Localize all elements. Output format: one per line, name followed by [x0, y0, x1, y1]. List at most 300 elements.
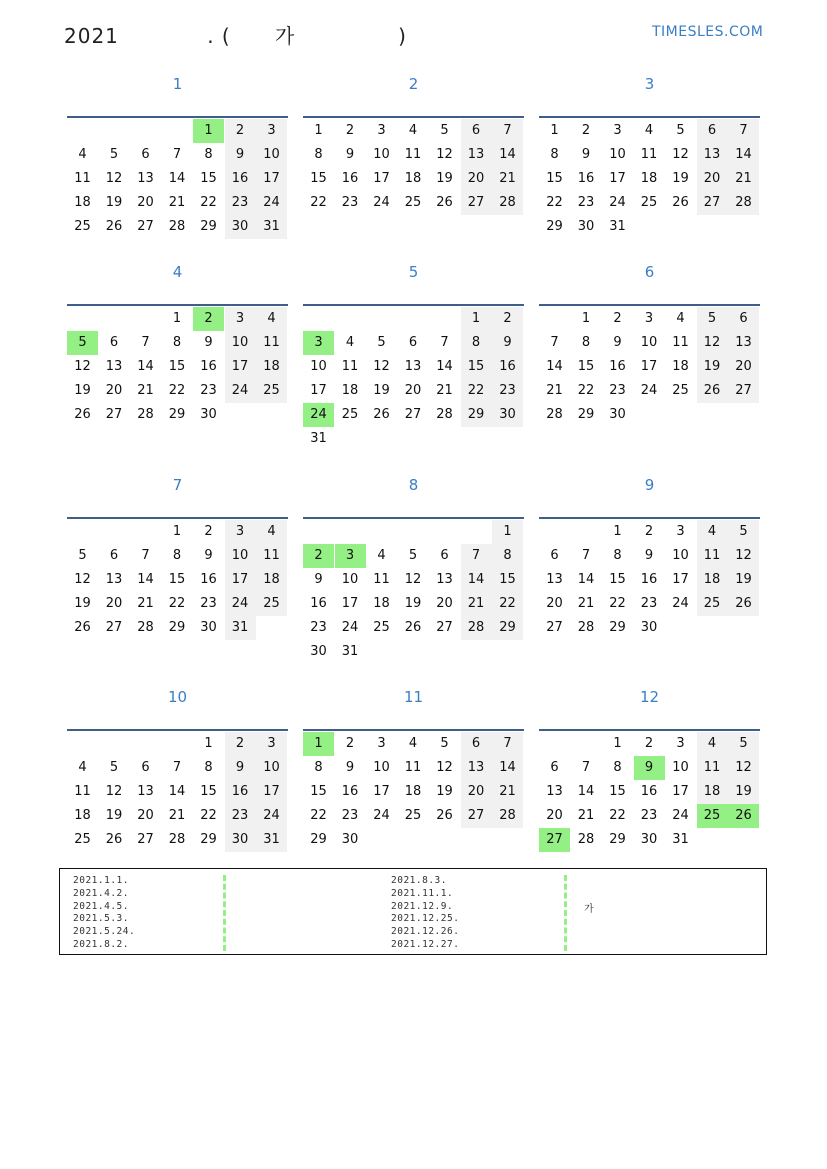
- day-cell: 28: [492, 804, 523, 828]
- day-cell: 25: [640, 195, 658, 210]
- day-cell: 19: [105, 195, 123, 210]
- day-cell: 8: [613, 548, 622, 563]
- page-header: [0, 0, 827, 60]
- day-cell: 28: [577, 620, 595, 635]
- day-cell: 11: [74, 784, 91, 799]
- month-rule: [67, 304, 288, 306]
- day-cell: 7: [492, 732, 523, 756]
- day-cell: 10: [225, 331, 256, 355]
- day-cell: 15: [609, 572, 626, 587]
- day-cell: 22: [492, 592, 523, 616]
- day-cell: 4: [644, 123, 654, 138]
- day-cell: 11: [672, 335, 689, 350]
- day-cell: 3: [256, 732, 287, 756]
- day-cell: 4: [345, 335, 355, 350]
- day-cell: 25: [672, 383, 689, 398]
- day-cell: 7: [492, 119, 523, 143]
- day-cell: 11: [697, 544, 728, 568]
- holiday-date: 2021.1.1.: [73, 875, 129, 886]
- holiday-list-right: [391, 875, 459, 952]
- day-cell: 2: [225, 119, 256, 143]
- day-cell: 16: [310, 596, 327, 611]
- day-cell: 20: [697, 167, 728, 191]
- day-cell: 4: [377, 548, 386, 563]
- day-cell: 14: [728, 143, 759, 167]
- day-cell: 18: [341, 383, 359, 398]
- day-cell: 5: [728, 732, 759, 756]
- day-cell: 18: [256, 568, 287, 592]
- day-cell: 16: [640, 784, 658, 799]
- month-title: 12: [639, 688, 660, 706]
- day-cell: 8: [314, 147, 323, 162]
- day-cell: 30: [640, 620, 658, 635]
- day-cell: 24: [341, 620, 359, 635]
- day-cell: 9: [225, 143, 256, 167]
- day-cell: 15: [200, 171, 217, 186]
- day-cell: 2: [345, 123, 355, 138]
- holiday-date: 2021.12.25.: [391, 913, 460, 925]
- day-cell: 22: [609, 808, 626, 823]
- holiday-date: 2021.4.2.: [73, 887, 129, 899]
- day-cell: 26: [672, 195, 689, 210]
- day-cell: 23: [341, 808, 359, 823]
- day-cell: 16: [492, 355, 523, 379]
- day-cell: 2: [204, 524, 213, 539]
- day-cell: 17: [225, 568, 256, 592]
- day-cell: 30: [310, 644, 327, 659]
- day-cell: 6: [440, 548, 449, 563]
- day-cell: 27: [546, 620, 563, 635]
- day-cell: 11: [341, 359, 359, 374]
- day-cell: 29: [609, 620, 626, 635]
- day-cell: 23: [200, 383, 217, 398]
- month-title: 4: [172, 263, 183, 281]
- day-cell: 9: [345, 147, 355, 162]
- day-cell: 4: [78, 147, 87, 162]
- day-cell: 19: [436, 784, 453, 799]
- day-cell: 29: [577, 407, 595, 422]
- day-cell: 17: [640, 359, 658, 374]
- day-cell: 27: [436, 620, 453, 635]
- site-logo[interactable]: TIMESLES.COM: [652, 24, 764, 40]
- day-cell: 16: [225, 780, 256, 804]
- day-cell: 30: [609, 407, 626, 422]
- month-block: [303, 476, 524, 706]
- day-cell: 21: [546, 383, 563, 398]
- day-cell: 21: [168, 808, 186, 823]
- month-rule: [539, 304, 760, 306]
- day-cell: 25: [373, 620, 390, 635]
- day-cell: 23: [492, 379, 523, 403]
- day-cell: 7: [440, 335, 449, 350]
- day-cell: 17: [609, 171, 626, 186]
- day-cell: 21: [492, 780, 523, 804]
- day-cell: 8: [581, 335, 591, 350]
- day-cell: 28: [577, 832, 595, 847]
- day-cell: 3: [225, 307, 256, 331]
- day-cell: 5: [440, 123, 449, 138]
- day-cell: 22: [200, 195, 217, 210]
- holiday-cell: 2: [193, 307, 224, 331]
- day-cell: 14: [461, 568, 492, 592]
- day-cell: 2: [492, 307, 523, 331]
- day-cell: 12: [74, 359, 91, 374]
- day-cell: 27: [697, 191, 728, 215]
- day-cell: 27: [404, 407, 422, 422]
- day-cell: 8: [204, 760, 213, 775]
- day-cell: 2: [225, 732, 256, 756]
- day-cell: 19: [728, 568, 759, 592]
- day-cell: 7: [728, 119, 759, 143]
- day-cell: 17: [310, 383, 327, 398]
- day-cell: 29: [546, 219, 563, 234]
- day-cell: 25: [697, 592, 728, 616]
- day-cell: 9: [204, 548, 213, 563]
- day-cell: 14: [577, 784, 595, 799]
- holiday-cell: 27: [539, 828, 570, 852]
- day-cell: 29: [168, 407, 186, 422]
- month-rule: [539, 116, 760, 118]
- day-cell: 17: [373, 171, 390, 186]
- day-cell: 5: [408, 548, 418, 563]
- day-cell: 20: [546, 596, 563, 611]
- day-cell: 23: [200, 596, 217, 611]
- holiday-cell: 24: [303, 403, 334, 427]
- holiday-cell: 1: [303, 732, 334, 756]
- day-cell: 25: [74, 219, 91, 234]
- month-rule: [303, 304, 524, 306]
- day-cell: 1: [314, 123, 323, 138]
- day-cell: 4: [408, 736, 418, 751]
- month-rule: [539, 729, 760, 731]
- day-cell: 6: [408, 335, 418, 350]
- day-cell: 26: [728, 592, 759, 616]
- day-cell: 21: [492, 167, 523, 191]
- day-cell: 22: [609, 596, 626, 611]
- day-cell: 26: [436, 808, 453, 823]
- page-title: 2021 . ( 가 ): [64, 24, 407, 48]
- day-cell: 1: [581, 311, 591, 326]
- day-cell: 2: [581, 123, 591, 138]
- day-cell: 8: [172, 548, 182, 563]
- day-cell: 18: [672, 359, 689, 374]
- day-cell: 10: [672, 760, 689, 775]
- day-cell: 24: [672, 596, 689, 611]
- day-cell: 13: [105, 359, 123, 374]
- day-cell: 24: [609, 195, 626, 210]
- day-cell: 17: [672, 572, 689, 587]
- month-rule: [303, 116, 524, 118]
- day-cell: 13: [546, 572, 563, 587]
- day-cell: 19: [436, 171, 453, 186]
- day-cell: 22: [310, 195, 327, 210]
- day-cell: 4: [256, 520, 287, 544]
- day-cell: 14: [577, 572, 595, 587]
- day-cell: 30: [492, 403, 523, 427]
- day-cell: 17: [373, 784, 390, 799]
- day-cell: 14: [168, 784, 186, 799]
- day-cell: 19: [105, 808, 123, 823]
- day-cell: 23: [341, 195, 359, 210]
- day-cell: 22: [461, 379, 492, 403]
- day-cell: 31: [256, 828, 287, 852]
- day-cell: 20: [105, 383, 123, 398]
- day-cell: 6: [697, 119, 728, 143]
- day-cell: 15: [546, 171, 563, 186]
- day-cell: 29: [461, 403, 492, 427]
- day-cell: 8: [550, 147, 559, 162]
- day-cell: 18: [697, 568, 728, 592]
- day-cell: 8: [492, 544, 523, 568]
- day-cell: 20: [461, 167, 492, 191]
- month-rule: [539, 517, 760, 519]
- day-cell: 14: [436, 359, 453, 374]
- day-cell: 2: [644, 524, 654, 539]
- day-cell: 27: [105, 407, 123, 422]
- day-cell: 31: [609, 219, 626, 234]
- day-cell: 14: [168, 171, 186, 186]
- day-cell: 4: [256, 307, 287, 331]
- day-cell: 24: [672, 808, 689, 823]
- day-cell: 14: [492, 143, 523, 167]
- month-title: 7: [172, 476, 183, 494]
- holiday-cell: 9: [634, 756, 665, 780]
- day-cell: 1: [550, 123, 559, 138]
- day-cell: 15: [310, 171, 327, 186]
- day-cell: 31: [310, 431, 327, 446]
- day-cell: 5: [676, 123, 685, 138]
- day-cell: 10: [373, 760, 390, 775]
- month-title: 10: [167, 688, 188, 706]
- month-rule: [67, 729, 288, 731]
- holiday-date: 2021.12.27.: [391, 938, 460, 950]
- day-cell: 6: [728, 307, 759, 331]
- day-cell: 28: [168, 219, 186, 234]
- day-cell: 22: [577, 383, 595, 398]
- day-cell: 28: [492, 191, 523, 215]
- day-cell: 17: [256, 780, 287, 804]
- day-cell: 30: [200, 407, 217, 422]
- month-rule: [67, 116, 288, 118]
- month-rule: [303, 517, 524, 519]
- day-cell: 23: [225, 191, 256, 215]
- day-cell: 24: [225, 379, 256, 403]
- day-cell: 13: [546, 784, 563, 799]
- day-cell: 13: [105, 572, 123, 587]
- day-cell: 18: [256, 355, 287, 379]
- day-cell: 12: [728, 756, 759, 780]
- month-block: [303, 263, 524, 493]
- holiday-date: 2021.4.5.: [73, 900, 129, 912]
- day-cell: 25: [256, 592, 287, 616]
- day-cell: 10: [672, 548, 689, 563]
- day-cell: 30: [200, 620, 217, 635]
- day-cell: 6: [461, 732, 492, 756]
- day-cell: 20: [436, 596, 453, 611]
- day-cell: 6: [550, 760, 559, 775]
- day-cell: 17: [672, 784, 689, 799]
- day-cell: 28: [137, 620, 154, 635]
- day-cell: 18: [74, 808, 91, 823]
- day-cell: 12: [436, 760, 453, 775]
- day-cell: 26: [373, 407, 390, 422]
- day-cell: 25: [404, 808, 422, 823]
- day-cell: 9: [225, 756, 256, 780]
- day-cell: 2: [644, 736, 654, 751]
- day-cell: 18: [404, 171, 422, 186]
- day-cell: 9: [314, 572, 323, 587]
- day-cell: 10: [256, 143, 287, 167]
- day-cell: 31: [256, 215, 287, 239]
- day-cell: 12: [404, 572, 422, 587]
- day-cell: 11: [697, 756, 728, 780]
- day-cell: 8: [172, 335, 182, 350]
- day-cell: 10: [341, 572, 359, 587]
- day-cell: 28: [461, 616, 492, 640]
- day-cell: 13: [436, 572, 453, 587]
- day-cell: 14: [546, 359, 563, 374]
- day-cell: 28: [168, 832, 186, 847]
- day-cell: 12: [672, 147, 689, 162]
- day-cell: 21: [137, 383, 154, 398]
- day-cell: 5: [109, 760, 119, 775]
- day-cell: 23: [640, 808, 658, 823]
- day-cell: 7: [581, 548, 591, 563]
- holiday-list-left: [73, 875, 135, 952]
- day-cell: 9: [345, 760, 355, 775]
- day-cell: 29: [168, 620, 186, 635]
- day-cell: 27: [728, 379, 759, 403]
- day-cell: 11: [256, 544, 287, 568]
- day-cell: 16: [200, 572, 217, 587]
- day-cell: 1: [613, 736, 622, 751]
- holiday-marker-right: [564, 875, 567, 951]
- holiday-date: 2021.5.24.: [73, 926, 136, 938]
- day-cell: 31: [672, 832, 689, 847]
- day-cell: 15: [168, 572, 186, 587]
- day-cell: 12: [105, 171, 123, 186]
- day-cell: 11: [74, 171, 91, 186]
- day-cell: 5: [78, 548, 87, 563]
- holiday-marker-left: [223, 875, 226, 951]
- day-cell: 23: [609, 383, 626, 398]
- day-cell: 14: [137, 359, 154, 374]
- day-cell: 19: [404, 596, 422, 611]
- day-cell: 21: [728, 167, 759, 191]
- day-cell: 15: [200, 784, 217, 799]
- day-cell: 20: [137, 808, 154, 823]
- day-cell: 13: [461, 143, 492, 167]
- day-cell: 4: [408, 123, 418, 138]
- month-title: 3: [644, 75, 655, 93]
- day-cell: 6: [109, 335, 119, 350]
- day-cell: 31: [225, 616, 256, 640]
- day-cell: 29: [609, 832, 626, 847]
- day-cell: 23: [225, 804, 256, 828]
- day-cell: 27: [105, 620, 123, 635]
- day-cell: 31: [341, 644, 359, 659]
- day-cell: 16: [640, 572, 658, 587]
- day-cell: 16: [341, 171, 359, 186]
- day-cell: 7: [141, 548, 150, 563]
- day-cell: 6: [109, 548, 119, 563]
- holiday-cell: 25: [697, 804, 728, 828]
- day-cell: 5: [697, 307, 728, 331]
- day-cell: 3: [676, 736, 685, 751]
- day-cell: 20: [404, 383, 422, 398]
- day-cell: 1: [613, 524, 622, 539]
- day-cell: 3: [225, 520, 256, 544]
- day-cell: 6: [461, 119, 492, 143]
- holiday-date: 2021.12.9.: [391, 900, 454, 912]
- day-cell: 29: [200, 832, 217, 847]
- day-cell: 28: [137, 407, 154, 422]
- day-cell: 11: [404, 147, 422, 162]
- month-title: 6: [644, 263, 655, 281]
- day-cell: 20: [546, 808, 563, 823]
- holiday-cell: 5: [67, 331, 98, 355]
- day-cell: 25: [341, 407, 359, 422]
- legend-note: 가: [584, 904, 594, 915]
- day-cell: 9: [581, 147, 591, 162]
- day-cell: 4: [697, 732, 728, 756]
- holiday-date: 2021.11.1.: [391, 887, 454, 899]
- day-cell: 19: [373, 383, 390, 398]
- day-cell: 15: [168, 359, 186, 374]
- day-cell: 5: [440, 736, 449, 751]
- holiday-cell: 3: [303, 331, 334, 355]
- day-cell: 10: [225, 544, 256, 568]
- month-rule: [67, 517, 288, 519]
- day-cell: 7: [461, 544, 492, 568]
- day-cell: 20: [137, 195, 154, 210]
- day-cell: 26: [436, 195, 453, 210]
- day-cell: 21: [137, 596, 154, 611]
- day-cell: 27: [137, 219, 154, 234]
- day-cell: 11: [256, 331, 287, 355]
- holiday-cell: 26: [728, 804, 759, 828]
- month-title: 8: [408, 476, 419, 494]
- day-cell: 25: [256, 379, 287, 403]
- day-cell: 19: [74, 596, 91, 611]
- day-cell: 18: [640, 171, 658, 186]
- day-cell: 9: [644, 548, 654, 563]
- month-title: 1: [172, 75, 183, 93]
- day-cell: 12: [105, 784, 123, 799]
- day-cell: 1: [461, 307, 492, 331]
- day-cell: 27: [137, 832, 154, 847]
- month-title: 5: [408, 263, 419, 281]
- day-cell: 21: [436, 383, 453, 398]
- month-title: 9: [644, 476, 655, 494]
- day-cell: 1: [172, 311, 182, 326]
- holiday-date: 2021.5.3.: [73, 913, 129, 925]
- day-cell: 4: [78, 760, 87, 775]
- day-cell: 26: [105, 832, 123, 847]
- day-cell: 25: [404, 195, 422, 210]
- day-cell: 12: [74, 572, 91, 587]
- day-cell: 21: [577, 808, 595, 823]
- day-cell: 19: [74, 383, 91, 398]
- day-cell: 16: [225, 167, 256, 191]
- day-cell: 9: [492, 331, 523, 355]
- day-cell: 8: [613, 760, 622, 775]
- day-cell: 29: [200, 219, 217, 234]
- day-cell: 26: [697, 379, 728, 403]
- day-cell: 18: [373, 596, 390, 611]
- day-cell: 12: [436, 147, 453, 162]
- day-cell: 4: [676, 311, 685, 326]
